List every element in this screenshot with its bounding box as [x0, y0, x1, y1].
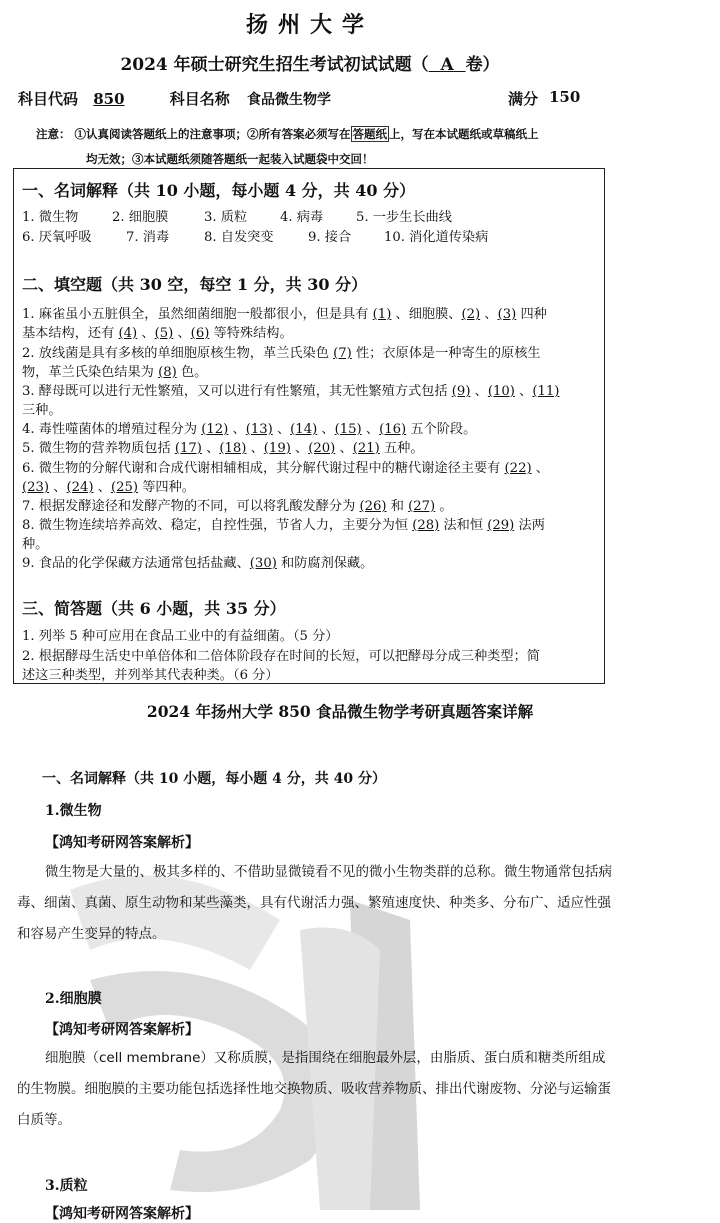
blank-number: (1) — [372, 307, 392, 322]
blank-number: (25) — [110, 480, 139, 495]
fill-blank-line: 6. 微生物的分解代谢和合成代谢相辅相成，其分解代谢过程中的糖代谢途径主要有 (22) 、 — [22, 461, 549, 476]
fill-blank-line: 三种。 — [22, 403, 62, 418]
paper-type: A — [440, 55, 454, 75]
blank-number: (20) — [308, 441, 336, 456]
exam-title — [0, 50, 620, 75]
blank-number: (12) — [201, 422, 229, 437]
title-suffix: 卷） — [465, 55, 500, 75]
subject-name-label: 科目名称 — [169, 90, 230, 108]
subject-info — [18, 88, 618, 109]
blank-number: (17) — [174, 441, 202, 456]
fill-blank-line: 1. 麻雀虽小五脏俱全，虽然细菌细胞一般都很小，但是具有 (1) 、细胞膜、(2) 、(3) 四种 — [22, 307, 547, 322]
blank-number: (9) — [451, 384, 471, 399]
answer-item-3-title: 3.质粒 — [45, 1178, 88, 1194]
blank-number: (3) — [497, 307, 517, 322]
short-answer-q2-cont: 述这三种类型，并列举其代表种类。（6 分） — [22, 668, 279, 683]
blank-number: (4) — [118, 326, 138, 341]
notice-line-2: 均无效；③本试题纸须随答题纸一起装入试题袋中交回！ — [86, 152, 374, 166]
terms-row-2: 6. 厌氧呼吸 7. 消毒 8. 自发突变 9. 接合 10. 消化道传染病 — [22, 230, 489, 245]
short-answer-q1: 1. 列举 5 种可应用在食品工业中的有益细菌。（5 分） — [22, 629, 339, 644]
subject-code: 850 — [93, 90, 125, 108]
section1-heading: 一、名词解释（共 10 小题，每小题 4 分，共 40 分） — [22, 181, 416, 200]
subject-name: 食品微生物学 — [247, 92, 332, 108]
blank-number: (28) — [412, 518, 440, 533]
blank-number: (29) — [487, 518, 515, 533]
answer-source-3: 【鸿知考研网答案解析】 — [45, 1206, 199, 1222]
blank-number: (2) — [461, 307, 481, 322]
subject-code-label: 科目代码 — [18, 90, 79, 108]
answer-source-1: 【鸿知考研网答案解析】 — [45, 835, 199, 851]
blank-number: (7) — [333, 346, 352, 361]
fill-blank-line: 7. 根据发酵途径和发酵产物的不同，可以将乳酸发酵分为 (26) 和 (27) 。 — [22, 499, 453, 514]
blank-number: (27) — [408, 499, 436, 514]
title-prefix: 2024 年硕士研究生招生考试初试试题（ — [120, 55, 429, 75]
blank-number: (10) — [487, 384, 515, 399]
section2-heading: 二、填空题（共 30 空，每空 1 分，共 30 分） — [22, 275, 368, 294]
fill-blank-line: (23) 、(24) 、(25) 等四种。 — [22, 480, 195, 495]
answer-item-2-text: 细胞膜（cell membrane）又称质膜，是指围绕在细胞最外层，由脂质、蛋白质和糖类所组成的生物膜。细胞膜的主要功能包括选择性地交换物质、吸收营养物质、排出代谢废物、分泌与运输蛋白质等。 — [17, 1050, 611, 1128]
fill-blank-line: 种。 — [22, 537, 49, 552]
answer-item-1-title: 1.微生物 — [45, 803, 102, 819]
blank-number: (6) — [190, 326, 210, 341]
answer-sheet-box: 答题纸 — [352, 127, 388, 141]
blank-number: (11) — [532, 384, 560, 399]
blank-number: (18) — [219, 441, 247, 456]
fill-blank-line: 9. 食品的化学保藏方法通常包括盐藏、(30) 和防腐剂保藏。 — [22, 556, 374, 571]
fill-blank-line: 5. 微生物的营养物质包括 (17) 、(18) 、(19) 、(20) 、(21) 五种。 — [22, 441, 424, 456]
answer-section-heading: 一、名词解释（共 10 小题，每小题 4 分，共 40 分） — [42, 771, 386, 787]
blank-number: (14) — [290, 422, 318, 437]
blank-number: (5) — [154, 326, 174, 341]
blank-number: (21) — [352, 441, 380, 456]
blank-number: (15) — [334, 422, 362, 437]
blank-number: (16) — [379, 422, 407, 437]
school-name: 扬州大学 — [245, 12, 374, 38]
blank-number: (26) — [359, 499, 387, 514]
answer-item-2-title: 2.细胞膜 — [45, 991, 102, 1007]
fill-blank-line: 8. 微生物连续培养高效、稳定，自控性强，节省人力，主要分为恒 (28) 法和恒 (29) 法两 — [22, 518, 545, 533]
blank-number: (24) — [66, 480, 94, 495]
full-score: 150 — [549, 88, 581, 106]
fill-blank-line: 4. 毒性噬菌体的增殖过程分为 (12) 、(13) 、(14) 、(15) 、(16) 五个阶段。 — [22, 422, 477, 437]
notice-line-1: 注意： ①认真阅读答题纸上的注意事项；②所有答案必须写在 答题纸 上，写在本试题纸或草稿纸上 — [36, 127, 539, 141]
blank-number: (30) — [249, 556, 277, 571]
section3-heading: 三、简答题（共 6 小题，共 35 分） — [22, 599, 286, 618]
notice-label: 注意： — [36, 127, 71, 141]
blank-number: (8) — [158, 365, 177, 380]
fill-blank-line: 基本结构，还有 (4) 、(5) 、(6) 等特殊结构。 — [22, 326, 293, 341]
answer-title: 2024 年扬州大学 850 食品微生物学考研真题答案详解 — [146, 702, 534, 721]
blank-number: (22) — [504, 461, 532, 476]
blank-number: (19) — [263, 441, 291, 456]
blank-number: (13) — [245, 422, 273, 437]
fill-blank-line: 3. 酵母既可以进行无性繁殖，又可以进行有性繁殖，其无性繁殖方式包括 (9) 、(10) 、(11) — [22, 384, 560, 399]
full-score-label: 满分 — [508, 90, 539, 108]
answer-source-2: 【鸿知考研网答案解析】 — [45, 1022, 199, 1038]
fill-blank-line: 2. 放线菌是具有多核的单细胞原核生物，革兰氏染色 (7) 性；衣原体是一种寄生的原核生 — [22, 346, 541, 361]
fill-blank-line: 物，革兰氏染色结果为 (8) 色。 — [22, 365, 208, 380]
blank-number: (23) — [22, 480, 50, 495]
short-answer-q2: 2. 根据酵母生活史中单倍体和二倍体阶段存在时间的长短，可以把酵母分成三种类型；简 — [22, 649, 540, 664]
terms-row-1: 1. 微生物 2. 细胞膜 3. 质粒 4. 病毒 5. 一步生长曲线 — [22, 210, 452, 225]
answer-item-1-text: 微生物是大量的、极其多样的、不借助显微镜看不见的微小生物类群的总称。微生物通常包括病毒、细菌、真菌、原生动物和某些藻类，具有代谢活力强、繁殖速度快、种类多、分布广、适应性强和容易产生变异的特点。 — [17, 864, 612, 942]
